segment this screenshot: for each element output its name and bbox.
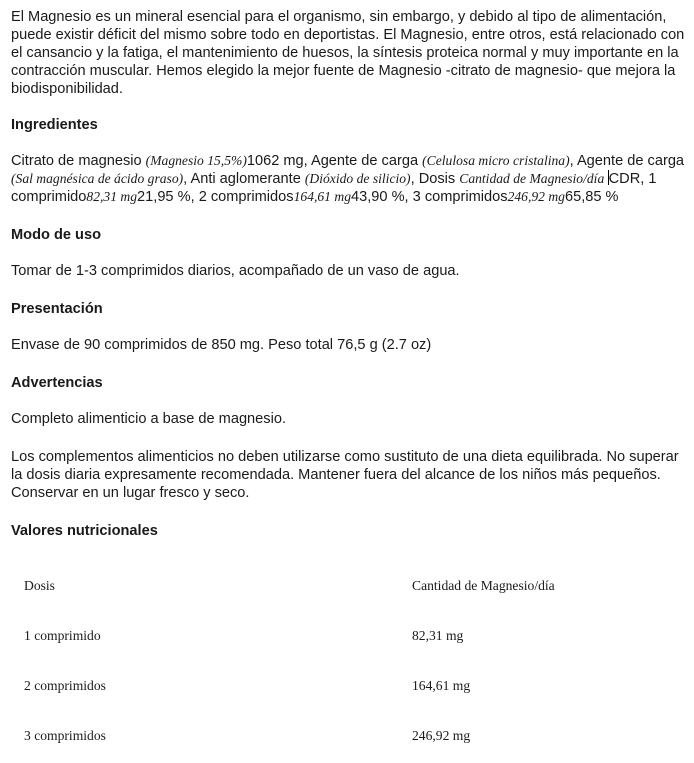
- table-cell-amount: 164,61 mg: [412, 678, 471, 693]
- ingredients-fragment: 164,61 mg: [293, 189, 351, 204]
- table-cell-dose: 2 comprimidos: [24, 678, 106, 693]
- column-header-dose: Dosis: [24, 578, 55, 593]
- warnings-heading: Advertencias: [11, 375, 103, 391]
- ingredients-fragment: , Dosis: [410, 171, 460, 187]
- ingredients-heading: Ingredientes: [11, 117, 98, 133]
- ingredients-text: [11, 152, 686, 206]
- table-cell-amount: 246,92 mg: [412, 728, 471, 743]
- presentation-text: Envase de 90 comprimidos de 850 mg. Peso total 76,5 g (2.7 oz): [11, 337, 432, 353]
- ingredients-fragment: , Anti aglomerante: [183, 171, 305, 187]
- column-header-amount: Cantidad de Magnesio/día: [412, 578, 555, 593]
- intro-paragraph: El Magnesio es un mineral esencial para el organismo, sin embargo, y debido al tipo de alimentación, puede existir déficit del mismo sobre todo en deportistas. El Magnesio, entre otros, está relacionado con el cansancio y la fatiga, el mantenimiento de huesos, la síntesis proteica normal y muy importante en la contracción muscular. Hemos elegido la mejor fuente de Magnesio -citrato de magnesio- que mejora la biodisponibilidad.: [11, 9, 685, 97]
- ingredients-fragment: (Sal magnésica de ácido graso): [11, 171, 184, 186]
- ingredients-fragment: 65,85 %: [564, 189, 619, 205]
- table-cell-amount: 82,31 mg: [412, 628, 464, 643]
- ingredients-fragment: (Dióxido de silicio): [304, 171, 411, 186]
- ingredients-fragment: 82,31 mg: [86, 189, 138, 204]
- ingredients-fragment: 1062 mg, Agente de carga: [246, 153, 423, 169]
- table-cell-dose: 3 comprimidos: [24, 728, 106, 743]
- nutrition-heading: Valores nutricionales: [11, 523, 158, 539]
- table-row: [11, 611, 682, 661]
- warnings-text-long: Los complementos alimenticios no deben utilizarse como sustituto de una dieta equilibrada. No superar la dosis diaria expresamente recomendada. Mantener fuera del alcance de los niños más pequeños. Conservar en un lugar fresco y seco.: [11, 449, 679, 501]
- ingredients-fragment: 246,92 mg: [507, 189, 565, 204]
- table-cell-dose: 1 comprimido: [24, 628, 101, 643]
- nutrition-table: [11, 561, 682, 761]
- warnings-text-short: Completo alimenticio a base de magnesio.: [11, 411, 287, 427]
- presentation-heading: Presentación: [11, 301, 103, 317]
- usage-text: Tomar de 1-3 comprimidos diarios, acompañado de un vaso de agua.: [11, 263, 460, 279]
- usage-heading: Modo de uso: [11, 227, 101, 243]
- ingredients-fragment: Cantidad de Magnesio/día: [459, 171, 608, 186]
- ingredients-fragment: Citrato de magnesio: [11, 153, 146, 169]
- table-row: [11, 711, 682, 761]
- ingredients-fragment: CDR, 1 comprimido: [11, 171, 657, 205]
- table-row: [11, 661, 682, 711]
- ingredients-fragment: (Magnesio 15,5%): [145, 153, 247, 168]
- ingredients-fragment: (Celulosa micro cristalina): [422, 153, 570, 168]
- table-header-row: [11, 561, 682, 611]
- ingredients-fragment: 21,95 %, 2 comprimidos: [137, 189, 294, 205]
- ingredients-fragment: 43,90 %, 3 comprimidos: [351, 189, 508, 205]
- ingredients-fragment: , Agente de carga: [569, 153, 685, 169]
